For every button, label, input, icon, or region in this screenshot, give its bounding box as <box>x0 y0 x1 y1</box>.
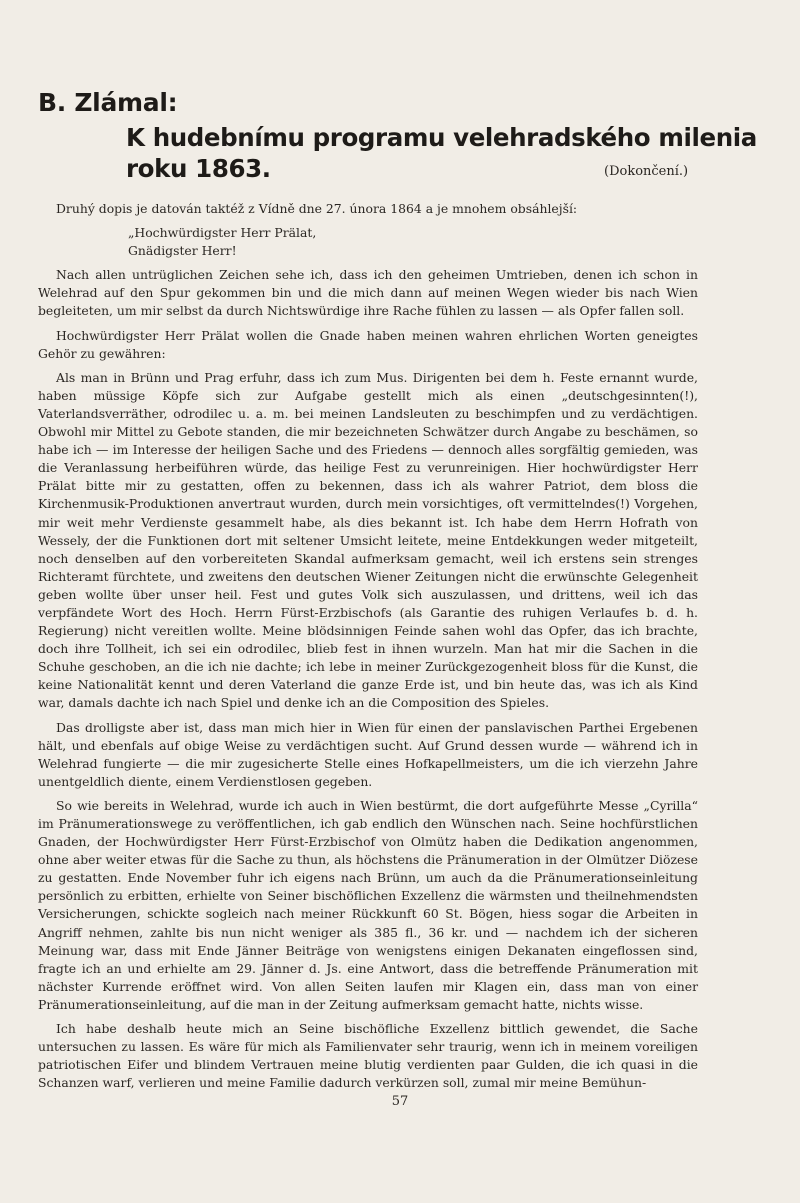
paragraph: Druhý dopis je datován taktéž z Vídně dne 27. února 1864 a je mnohem obsáhlejší: <box>56 201 578 216</box>
author-name: B. Zlámal: <box>38 88 178 117</box>
paragraph: Nach allen untrüglichen Zeichen sehe ich, dass ich den geheimen Umtrieben, denen ich schon in Welehrad auf den Spur gekommen bin und die mich dann auf meinen Wegen wieder bis nach Wien begleiteten, um mir selbst da durch Nichtswürdige ihre Rache fühlen zu lassen — als Opfer fallen soll. <box>38 267 698 319</box>
paragraph: Hochwürdigster Herr Prälat wollen die Gnade haben meinen wahren ehrlichen Worten geneigtes Gehör zu gewähren: <box>38 327 698 361</box>
article-body <box>38 200 698 1098</box>
paragraph: Ich habe deshalb heute mich an Seine bischöfliche Exzellenz bittlich gewendet, die Sache untersuchen zu lassen. Es wäre für mich als Familienvater sehr traurig, wenn ich in meinem voreiligen patriotischen Eifer und blindem Vertrauen meine blutig verdienten paar Gulden, die ich quasi in die Schanzen warf, verlieren und meine Familie dadurch verkürzen soll, zumal mir meine Bemühun- <box>38 1021 698 1091</box>
title-line: roku 1863. <box>126 154 271 183</box>
paragraph: Das drolligste aber ist, dass man mich hier in Wien für einen der panslavischen Parthei Ergebenen hält, und ebenfals auf obige Weise zu verdächtigen sucht. Auf Grund dessen wurde — während ich in Welehrad fungierte — die mir zugesicherte Stelle eines Hofkapellmeisters, um die ich vierzehn Jahre unentgeldlich diente, einem Verdienstlosen gegeben. <box>38 719 698 789</box>
title-line: K hudebnímu programu velehradského milenia <box>126 123 757 152</box>
page-number: 57 <box>391 1094 409 1109</box>
paragraph: Als man in Brünn und Prag erfuhr, dass ich zum Mus. Dirigenten bei dem h. Feste ernannt wurde, haben müssige Köpfe sich zur Aufgabe gestellt mich als einen „deutschgesinnten(!), Vaterlandsverräther, odrodilec u. a. m. bei meinen Landsleuten zu beschimpfen und zu verdächtigen. Obwohl mir Mittel zu Gebote standen, die mir bezeichneten Schwätzer durch Angabe zu beschämen, so habe ich — im Interesse der heiligen Sache und des Friedens — dennoch alles sorgfältig gemieden, was die Veranlassung herbeiführen würde, das heilige Fest zu verunreinigen. Hier hochwürdigster Herr Prälat bitte mir zu gestatten, offen zu bekennen, dass ich als wahrer Patriot, dem bloss die Kirchenmusik-Produktionen anvertraut wurden, durch mein vorsichtiges, oft vermittelndes(!) Vorgehen, mir weit mehr Verdienste gesammelt habe, als dies bekannt ist. Ich habe dem Herrn Hofrath von Wessely, der die Funktionen dort mit seltener Umsicht leitete, meine Entdekkungen weder mitgeteilt, noch denselben auf den vorbereiteten Skandal aufmerksam gemacht, weil ich erstens sein strenges Richteramt fürchtete, und zweitens den deutschen Wiener Zeitungen nicht die erwünschte Gelegenheit geben wollte über unser heil. Fest und gutes Volk sich auszulassen, und drittens, weil ich das verpfändete Wort des Hoch. Herrn Fürst-Erzbischofs (als Garantie des ruhigen Verlaufes b. d. h. Regierung) nicht vereitlen wollte. Meine blödsinnigen Feinde sahen wohl das Opfer, das ich brachte, doch ihre Tollheit, ich sei ein odrodilec, blieb fest in ihnen wurzeln. Man hat mir die Sachen in die Schuhe geschoben, an die ich nie dachte; ich lebe in meiner Zurückgezogenheit bloss für die Kunst, die keine Nationalität kennt und deren Vaterland die ganze Erde ist, und bin heute das, was ich als Kind war, damals dachte ich nach Spiel und denke ich an die Composition des Spieles. <box>38 369 698 711</box>
paragraph: So wie bereits in Welehrad, wurde ich auch in Wien bestürmt, die dort aufgeführte Messe „Cyrilla“ im Pränumerationswege zu veröffentlichen, ich gab endlich den Wünschen nach. Seine hochfürstlichen Gnaden, der Hochwürdigster Herr Fürst-Erzbischof von Olmütz haben die Dedikation angenommen, ohne aber weiter etwas für die Sache zu thun, als höchstens die Pränumeration in der Olmützer Diözese zu gestatten. Ende November fuhr ich eigens nach Brünn, um auch da die Pränumerationseinleitung persönlich zu erbitten, erhielte von Seiner bischöflichen Exzellenz die wärmsten und theilnehmendsten Versicherungen, schickte sogleich nach meiner Rückkunft 60 St. Bögen, hiess sogar die Arbeiten in Angriff nehmen, zahlte bis nun nicht weniger als 385 fl., 36 kr. und — nachdem ich der sicheren Meinung war, dass mit Ende Jänner Beiträge von wenigstens einigen Dekanaten eingeflossen sind, fragte ich an und erhielte am 29. Jänner d. Js. eine Antwort, dass die betreffende Pränumeration mit nächster Kurrende eröffnet wird. Von allen Seiten laufen mir Klagen ein, dass man von einer Pränumerationseinleitung, auf die man in der Zeitung aufmerksam gemacht hatte, nichts wisse. <box>38 797 698 1012</box>
letter-salutation: Gnädigster Herr! <box>128 243 237 259</box>
letter-salutation: „Hochwürdigster Herr Prälat, <box>128 225 317 241</box>
continuation-note: (Dokončení.) <box>604 164 689 179</box>
